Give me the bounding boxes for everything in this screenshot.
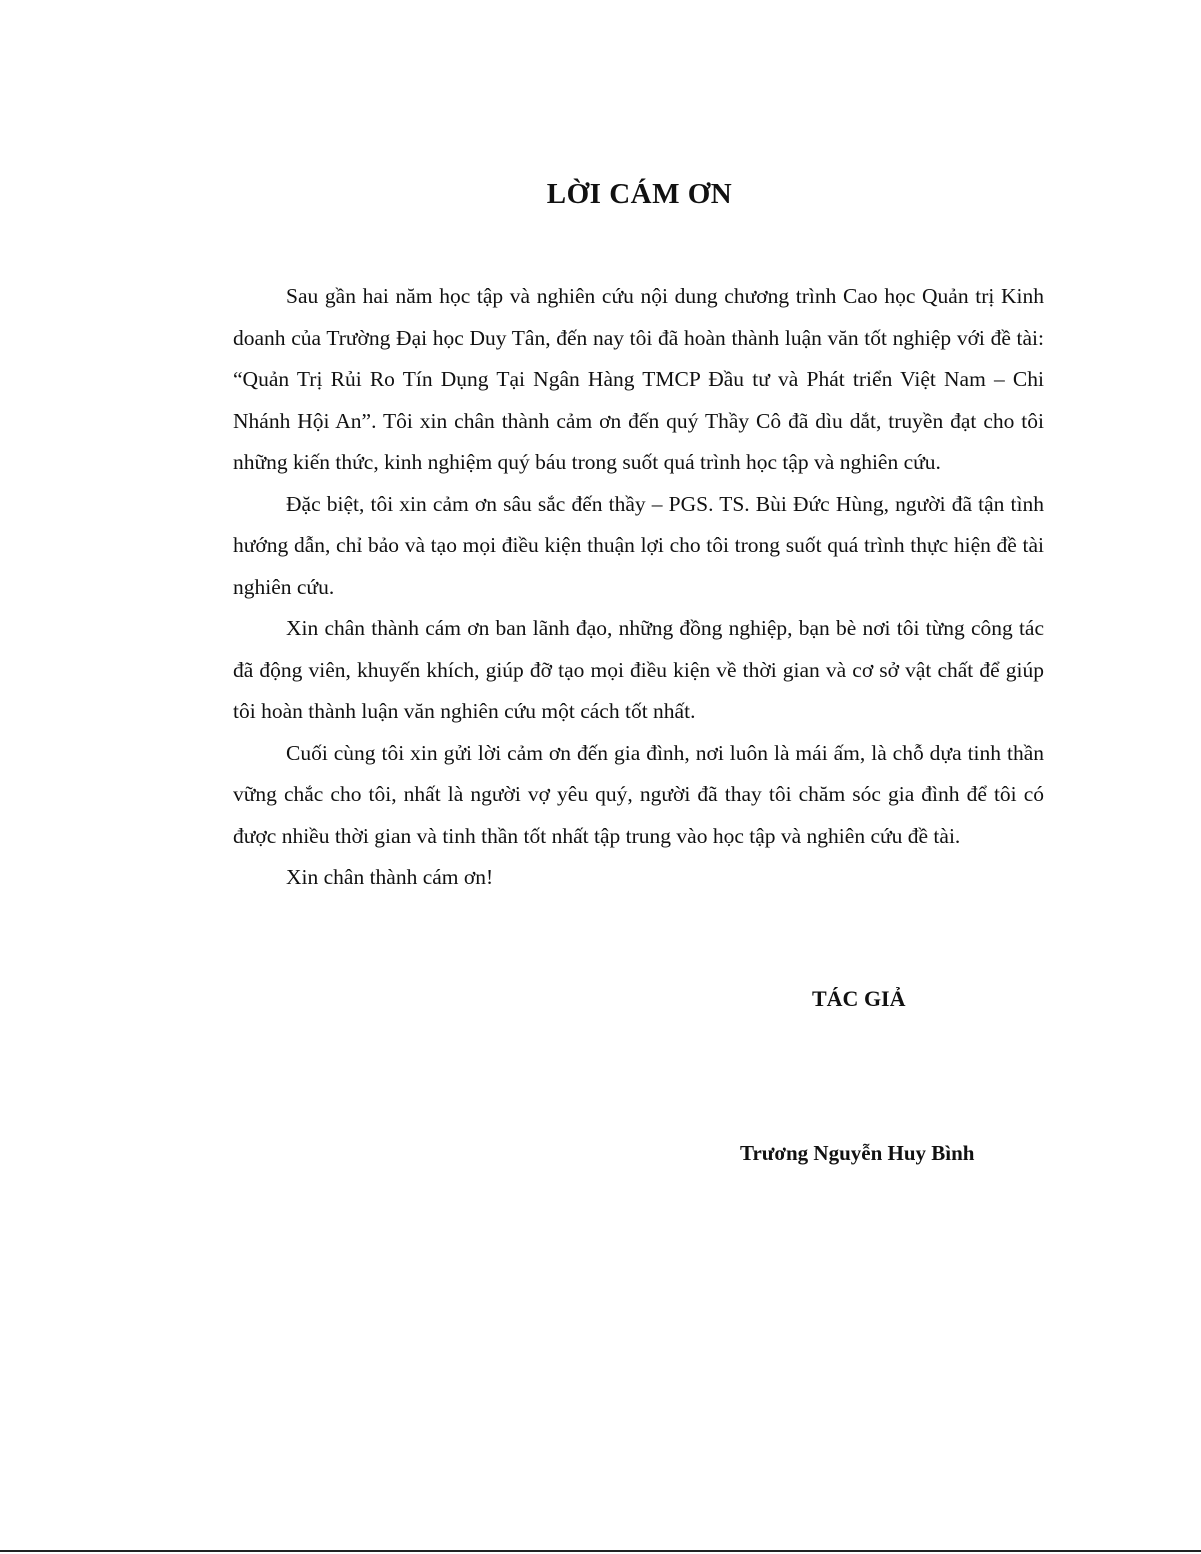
signature-role: TÁC GIẢ <box>812 986 906 1011</box>
paragraph-1: Sau gần hai năm học tập và nghiên cứu nội dung chương trình Cao học Quản trị Kinh doanh của Trường Đại học Duy Tân, đến nay tôi đã hoàn thành luận văn tốt nghiệp với đề tài: “Quản Trị Rủi Ro Tín Dụng Tại Ngân Hàng TMCP Đầu tư và Phát triển Việt Nam – Chi Nhánh Hội An”. Tôi xin chân thành cảm ơn đến quý Thầy Cô đã dìu dắt, truyền đạt cho tôi những kiến thức, kinh nghiệm quý báu trong suốt quá trình học tập và nghiên cứu. <box>233 284 1044 474</box>
paragraph-3: Xin chân thành cám ơn ban lãnh đạo, những đồng nghiệp, bạn bè nơi tôi từng công tác đã động viên, khuyến khích, giúp đỡ tạo mọi điều kiện về thời gian và cơ sở vật chất để giúp tôi hoàn thành luận văn nghiên cứu một cách tốt nhất. <box>233 616 1044 723</box>
paragraph-4: Cuối cùng tôi xin gửi lời cảm ơn đến gia đình, nơi luôn là mái ấm, là chỗ dựa tinh thần vững chắc cho tôi, nhất là người vợ yêu quý, người đã thay tôi chăm sóc gia đình để tôi có được nhiều thời gian và tinh thần tốt nhất tập trung vào học tập và nghiên cứu đề tài. <box>233 740 1044 848</box>
paragraph-5: Xin chân thành cám ơn! <box>286 865 494 889</box>
signature-name: Trương Nguyễn Huy Bình <box>740 1141 975 1165</box>
page-title: LỜI CÁM ƠN <box>546 178 733 210</box>
body-text <box>233 276 1044 899</box>
bottom-divider <box>0 1550 1201 1552</box>
paragraph-2: Đặc biệt, tôi xin cảm ơn sâu sắc đến thầy – PGS. TS. Bùi Đức Hùng, người đã tận tình hướng dẫn, chỉ bảo và tạo mọi điều kiện thuận lợi cho tôi trong suốt quá trình thực hiện đề tài nghiên cứu. <box>233 491 1044 599</box>
